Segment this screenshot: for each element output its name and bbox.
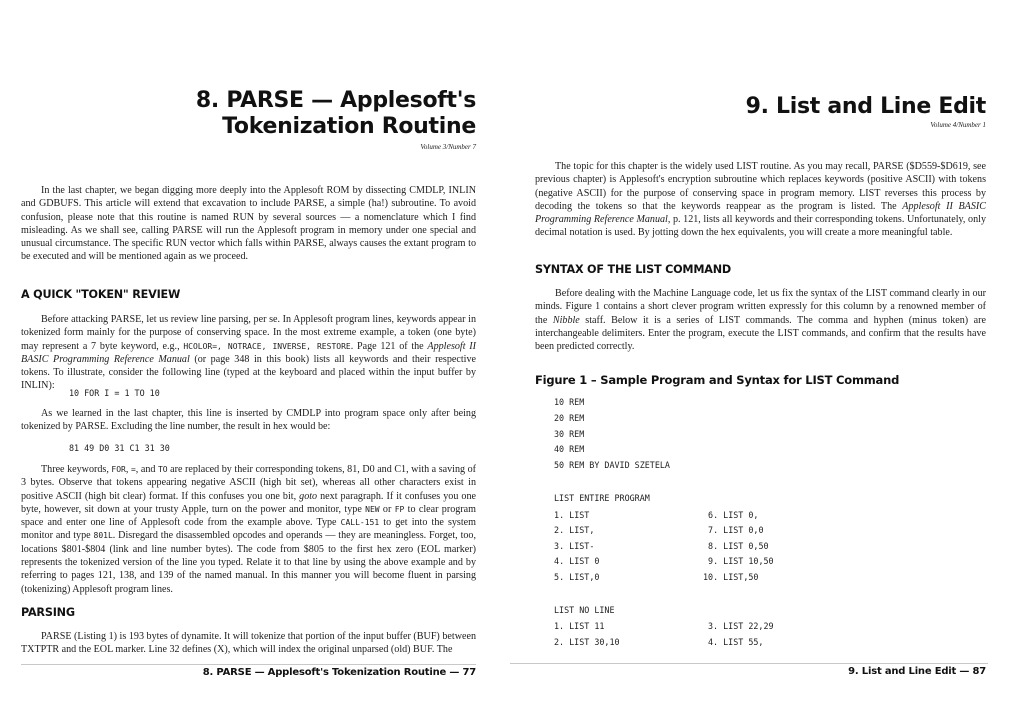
text-run: Before dealing with the Machine Language code, let us fix the syntax of the LIST command clearly in our minds. Figure 1 contains a short clever program written expressly for this column by a renowned member of the [535, 288, 986, 326]
token-review-paragraph [21, 313, 476, 393]
keywords-paragraph [21, 463, 476, 596]
text-run: , p. 121, lists all keywords and their corresponding tokens. Unfortunately, only decimal notation is used. By jotting down the hex equivalents, you will create a more meaningful table. [535, 214, 987, 239]
inline-code: FOR [111, 465, 126, 474]
chapter-title-line1: 8. PARSE — Applesoft's [195, 88, 476, 113]
text-run: , [125, 464, 131, 475]
program-line: 20 REM [554, 413, 585, 423]
section-heading: PARSING [21, 606, 75, 619]
intro-paragraph [535, 160, 986, 240]
text-run: The topic for this chapter is the widely used LIST routine. As you may recall, PARSE ($D559-$D619, see previous chapter) is Applesoft's encryption subroutine which replaces keywords (positive ASCII) with tokens (negative ASCII) for the purpose of conserving space in program memory. LIST reverses this process by decoding the tokens so that the keywords reappear as the program is listed. The [535, 161, 986, 212]
list-command: 10. LIST,50 [703, 572, 759, 582]
chapter-title: 9. List and Line Edit [745, 94, 986, 119]
page-footer: 9. List and Line Edit — 87 [848, 666, 986, 677]
program-line: 40 REM [554, 444, 585, 454]
text-run: to get into the system monitor and type [21, 517, 476, 542]
figure-caption: Figure 1 – Sample Program and Syntax for LIST Command [535, 373, 900, 387]
text-run: Three keywords, [41, 464, 112, 475]
list-command: 2. LIST 30,10 [554, 637, 620, 647]
book-title: Applesoft II BASIC Programming Reference Manual [535, 200, 986, 226]
code-example: 10 FOR I = 1 TO 10 [69, 388, 160, 398]
text-run: . Page 121 of the [350, 340, 428, 352]
page-footer: 8. PARSE — Applesoft's Tokenization Routine — 77 [202, 667, 476, 678]
text-run: . Disregard the disassembled opcodes and operands — they are meaningless. Forget, too, locations $801-$804 (link and line number bytes). The code from $805 to the first hex zero (EOL marker) represents the tokenized version of the line you typed. Relate it to that line by using the above example and by referring to pages 121, 138, and 139 of the named manual. In this manner you will become fluent in parsing (tokenizing) Applesoft program lines. [21, 530, 476, 595]
footer-rule [510, 663, 988, 664]
tokenized-paragraph: As we learned in the last chapter, this line is inserted by CMDLP into program space only after being tokenized by PARSE. Excluding the line number, the result in hex would be: [21, 408, 476, 433]
list-command: 2. LIST, [549, 525, 595, 535]
right-page [512, 0, 1024, 704]
list-command: 3. LIST- [549, 541, 595, 551]
inline-code: FP [394, 504, 405, 514]
list-entire-label: LIST ENTIRE PROGRAM [554, 493, 650, 503]
text-run: are replaced by their corresponding tokens, 81, D0 and C1, with a saving of 3 bytes. Observe that tokens appearing negative ASCII (high bit set), whereas all other characters exist in positive ASCII (high bit clear) format. If this confuses you one bit, [21, 464, 476, 502]
chapter-title [56, 88, 476, 140]
list-command: 5. LIST,0 [549, 572, 600, 582]
book-title: Applesoft II BASIC Programming Reference Manual [21, 340, 476, 365]
inline-code: NEW [365, 504, 380, 514]
text-run: or [379, 503, 395, 515]
parsing-paragraph: PARSE (Listing 1) is 193 bytes of dynamite. It will tokenize that portion of the input buffer (BUF) between TXTPTR and the EOL marker. Line 32 defines (X), which will index the original unparsed (old) BUF. The [21, 631, 476, 656]
list-command: 6. LIST 0, [703, 510, 759, 520]
text-run: , and [135, 464, 158, 475]
hex-example: 81 49 D0 31 C1 31 30 [69, 443, 170, 453]
program-line: 10 REM [554, 397, 585, 407]
section-heading: SYNTAX OF THE LIST COMMAND [535, 263, 732, 276]
list-command: 4. LIST 0 [549, 556, 600, 566]
volume-label: Volume 4/Number 1 [930, 121, 986, 129]
list-command: 3. LIST 22,29 [708, 621, 774, 631]
inline-code: TO [157, 465, 168, 474]
list-command: 7. LIST 0,0 [703, 525, 764, 535]
chapter-title-line2: Tokenization Routine [222, 114, 476, 139]
text-run: next paragraph. If it confuses you one byte, however, sit down at your trusty Apple, turn on the power and monitor, type [21, 490, 477, 515]
inline-code: = [130, 465, 136, 474]
list-command: 9. LIST 10,50 [703, 556, 774, 566]
text-run: (or page 348 in this book) lists all keywords and their respective tokens. To illustrate, consider the following line (typed at the keyboard and placed within the input buffer by INLIN): [21, 353, 476, 392]
inline-code: HCOLOR=, NOTRACE, INVERSE, RESTORE [183, 341, 351, 351]
list-command: 1. LIST 11 [554, 621, 605, 631]
text-run: to clear program space and enter one line of Applesoft code from the example above. Type [21, 503, 476, 529]
list-command: 4. LIST 55, [708, 637, 764, 647]
text-run: staff. Below it is a series of LIST commands. The comma and hyphen (minus token) are interchangeable delimiters. Enter the program, execute the LIST commands, and confirm that the results have been predicted correctly. [535, 314, 987, 353]
magazine-name: Nibble [552, 314, 580, 326]
section-heading: A QUICK "TOKEN" REVIEW [21, 288, 181, 301]
list-command: 1. LIST [549, 510, 590, 520]
text-run: Before attacking PARSE, let us review line parsing, per se. In Applesoft program lines, keywords appear in tokenized form mainly for the purpose of conserving space. In the most extreme example, a token (one byte) may represent a 7 byte keyword, e.g., [21, 314, 476, 352]
syntax-paragraph [535, 287, 986, 353]
volume-label: Volume 3/Number 7 [420, 143, 476, 151]
italic-word: goto [299, 490, 318, 502]
program-line: 50 REM BY DAVID SZETELA [554, 460, 670, 470]
list-no-line-label: LIST NO LINE [554, 605, 615, 615]
footer-rule [21, 664, 476, 665]
program-line: 30 REM [554, 429, 585, 439]
inline-code: CALL-151 [340, 518, 380, 528]
inline-code: 801L [93, 531, 113, 541]
list-command: 8. LIST 0,50 [703, 541, 769, 551]
intro-paragraph: In the last chapter, we began digging more deeply into the Applesoft ROM by dissecting CMDLP, INLIN and GDBUFS. This article will extend that excavation to include PARSE, a simple (ha!) subroutine. To avoid confusion, please note that this routine is named RUN by several sources — a nomenclature which I find misleading. As we shall see, calling PARSE will run the Applesoft program in memory under one special and unusual circumstance. The specific RUN vector which falls within PARSE, always causes the extant program to be executed and will be mentioned again as we proceed. [21, 185, 476, 263]
